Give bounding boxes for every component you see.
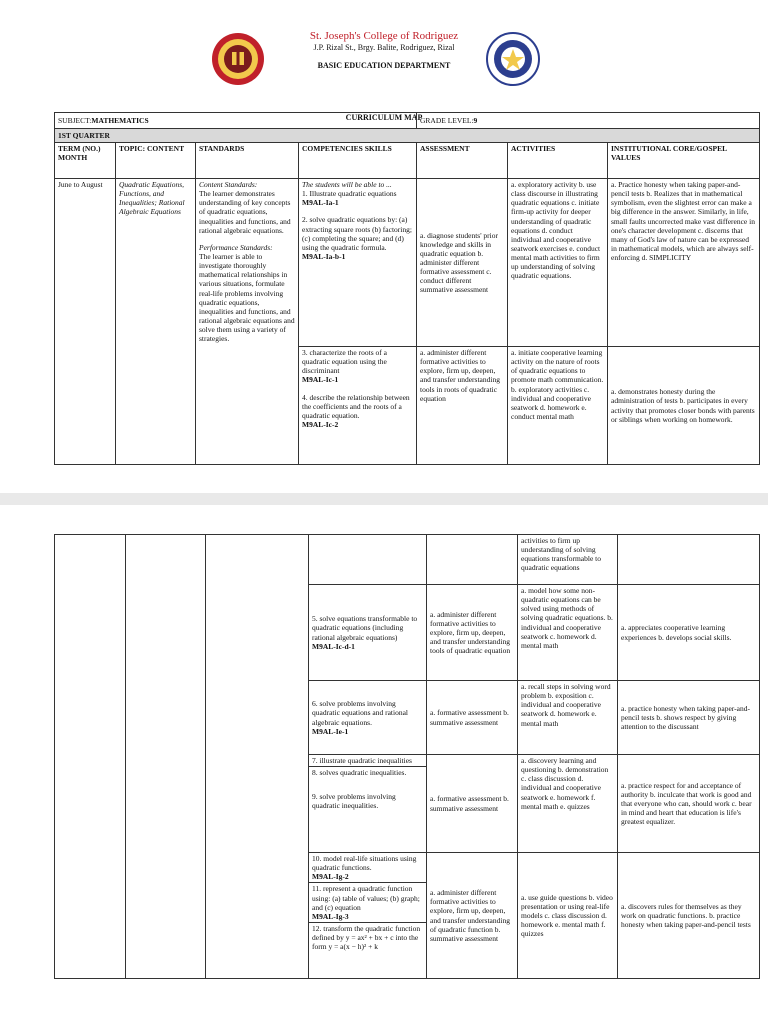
competencies-cell-5 [309,585,427,681]
activities-cell-0: activities to firm up understanding of solving equations transformable to quadratic equations [518,535,618,585]
competency-5-code: M9AL-Ic-d-1 [312,641,355,651]
curriculum-table-page-1 [54,112,760,465]
competency-6-text: 6. solve problems involving quadratic equations and rational algebraic equations. [312,699,409,727]
competencies-cell-empty [309,535,427,585]
school-name: St. Joseph's College of Rodriguez [309,30,459,42]
subject-value: MATHEMATICS [91,115,149,125]
quarter-label: 1ST QUARTER [55,129,760,143]
performance-standards-text: The learner is able to investigate thoroughly mathematical relationships in various situations, formulate real-life problems involving quadratic equations, inequalities and functions, and rational algebraic equations and solve them using a variety of strategies. [199,251,295,344]
grade-label: GRADE LEVEL: [420,115,474,125]
col-header-term: TERM (NO.) MONTH [55,143,116,179]
competency-7-text: 7. illustrate quadratic inequalities [309,755,426,767]
values-cell-6: a. practice honesty when taking paper-and-pencil tests b. shows respect by giving attention to the discussant [618,681,760,755]
competencies-cell-2 [299,347,417,465]
topic-cell-empty [126,535,206,979]
activities-cell-2: a. initiate cooperative learning activity on the nature of roots of quadratic equations to promote math communication. b. exploratory activities c. individual and cooperative seatwork d. homework e. conduct mental math [508,347,608,465]
term-cell: June to August [55,179,116,465]
col-header-values: INSTITUTIONAL CORE/GOSPEL VALUES [608,143,760,179]
document-title: CURRICULUM MAP [345,113,423,122]
activities-cell-7: a. discovery learning and questioning b. demonstration c. class discussion d. individual and cooperative seatwork e. homework f. mental math e. quizzes [518,755,618,853]
competency-11-code: M9AL-Ig-3 [312,911,349,921]
assessment-cell-7: a. formative assessment b. summative assessment [427,755,518,853]
page-2 [0,505,768,1024]
competencies-cell-1 [299,179,417,347]
table-row [55,179,760,347]
values-cell-10: a. discovers rules for themselves as they work on quadratic functions. b. practice honesty when taking paper-and-pencil tests [618,853,760,979]
col-header-topic: TOPIC: CONTENT [116,143,196,179]
quarter-row [55,129,760,143]
activities-cell-1: a. exploratory activity b. use class discourse in illustrating quadratic equations c. initiate firm-up activity for deeper understanding of quadratic equations d. conduct individual and cooperative seatwork exercises e. conduct mental math activities to firm up understanding of solving quadratic equations. [508,179,608,347]
page-1 [0,0,768,493]
table-row [55,535,760,585]
subject-label: SUBJECT: [58,115,92,125]
curriculum-table-page-2 [54,534,760,979]
grade-value: 9 [473,115,478,125]
competencies-cell-7 [309,755,427,853]
competency-10-code: M9AL-Ig-2 [312,872,349,882]
content-standards-label: Content Standards: [199,180,258,189]
col-header-activities: ACTIVITIES [508,143,608,179]
competency-6-code: M9AL-Ie-1 [312,726,349,736]
activities-cell-5: a. model how some non-quadratic equations can be solved using methods of solving quadratic equations. b. individual and cooperative seatwork c. homework d. mental math [518,585,618,681]
values-cell-1: a. Practice honesty when taking paper-and-pencil tests b. Realizes that in mathematical symbolism, even the slightest error can make a big difference in the answer. Similarly, in life, small faults uncorrected make vast difference in one's character development c. discerns that many of God's law of nature can be expressed in mathematical models, which are always self-enforcing d. SIMPLICITY [608,179,760,347]
competency-4-code: M9AL-Ic-2 [302,419,339,429]
values-cell-5: a. appreciates cooperative learning experiences b. develops social skills. [618,585,760,681]
competency-12-text: 12. transform the quadratic function defined by y = ax² + bx + c into the form y = a(x − h)² + k [312,923,421,952]
competencies-cell-6 [309,681,427,755]
competencies-cell-10 [309,853,427,979]
values-cell-2: a. demonstrates honesty during the administration of tests b. participates in every activity that promotes closer bonds with parents or siblings when working on homework. [608,347,760,465]
standards-cell [196,179,299,465]
competency-4-text: 4. describe the relationship between the coefficients and the roots of a quadratic equation. [302,392,410,420]
competency-2-text: 2. solve quadratic equations by: (a) extracting square roots (b) factoring; (c) completing the square; and (d) using the quadratic formula. [302,215,412,252]
subject-row [55,113,760,129]
assessment-cell-2: a. administer different formative activities to explore, firm up, deepen, and transfer understanding tools in roots of quadratic equation [417,347,508,465]
topic-cell: Quadratic Equations, Functions, and Inequalities; Rational Algebraic Equations [116,179,196,465]
content-standards-text: The learner demonstrates understanding of key concepts of quadratic equations, inequalities and functions, and rational algebraic equations. [199,189,291,235]
col-header-competencies: COMPETENCIES SKILLS [299,143,417,179]
assessment-cell-6: a. formative assessment b. summative assessment [427,681,518,755]
competency-3-code: M9AL-Ic-1 [302,375,339,385]
col-header-standards: STANDARDS [196,143,299,179]
competency-10-text: 10. model real-life situations using quadratic functions. [312,854,417,873]
assessment-cell-5: a. administer different formative activities to explore, firm up, deepen, and transfer understanding tools of quadratic equation [427,585,518,681]
performance-standards-label: Performance Standards: [199,242,273,252]
competency-11-text: 11. represent a quadratic function using: (a) table of values; (b) graph; and (c) equation [312,884,420,912]
activities-cell-6: a. recall steps in solving word problem b. exposition c. individual and cooperative seatwork d. homework e. mental math [518,681,618,755]
competency-8-text: 8. solves quadratic inequalities. [312,768,407,778]
department-name: BASIC EDUCATION DEPARTMENT [317,61,451,70]
assessment-cell-empty [427,535,518,585]
competency-5-text: 5. solve equations transformable to quadratic equations (including rational algebraic equations) [312,614,418,642]
competency-9-text: 9. solve problems involving quadratic inequalities. [312,792,396,811]
col-header-assessment: ASSESSMENT [417,143,508,179]
values-cell-7: a. practice respect for and acceptance of authority b. inculcate that work is good and that everyone who can, should work c. bear in mind and heart that education is life's greatest equalizer. [618,755,760,853]
standards-cell-empty [206,535,309,979]
column-header-row [55,143,760,179]
assessment-cell-1: a. diagnose students' prior knowledge and skills in quadratic equation b. administer different formative assessment c. conduct different summative assessment [417,179,508,347]
values-cell-empty [618,535,760,585]
competency-2-code: M9AL-Ia-b-1 [302,251,346,261]
competency-1-code: M9AL-Ia-1 [302,198,339,208]
term-cell-empty [55,535,126,979]
competency-1-text: 1. Illustrate quadratic equations [302,189,397,199]
competency-3-text: 3. characterize the roots of a quadratic equation using the discriminant [302,348,387,376]
assessment-cell-10: a. administer different formative activities to explore, firm up, deepen, and transfer understanding of quadratic function b. summative assessment [427,853,518,979]
activities-cell-10: a. use guide questions b. video presentation or using real-life models c. class discussion d. homework e. mental math f. quizzes [518,853,618,979]
school-address: J.P. Rizal St., Brgy. Balite, Rodriguez, Rizal [313,43,455,52]
competency-intro: The students will be able to ... [302,180,392,189]
